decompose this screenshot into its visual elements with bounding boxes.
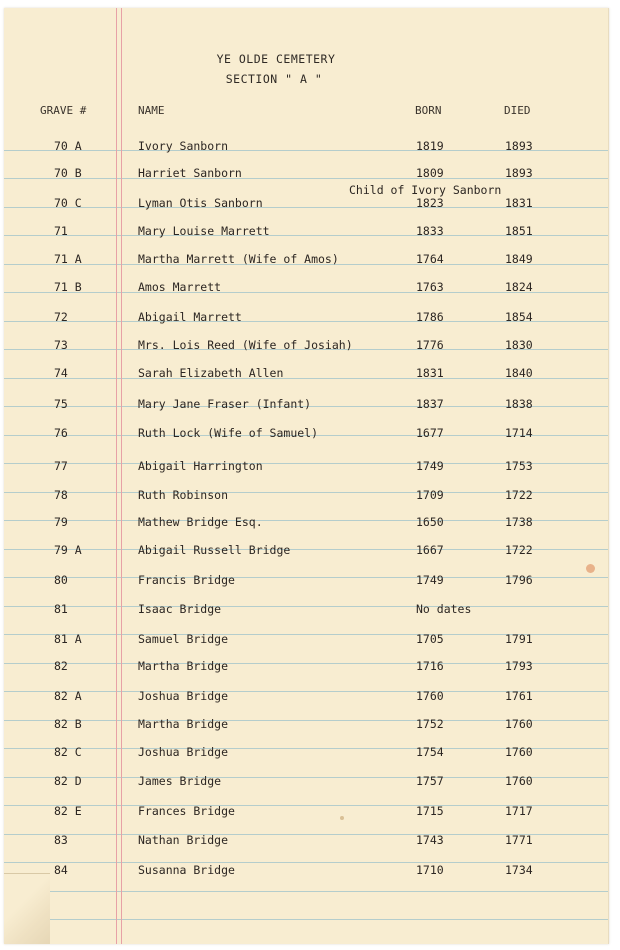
table-row xyxy=(4,488,608,508)
birth-year: 1705 xyxy=(416,632,444,646)
death-year: 1722 xyxy=(505,488,533,502)
interred-name: Susanna Bridge xyxy=(138,863,235,877)
table-row xyxy=(4,774,608,794)
death-year: 1854 xyxy=(505,310,533,324)
table-row xyxy=(4,632,608,652)
death-year: 1893 xyxy=(505,139,533,153)
interred-name: Abigail Marrett xyxy=(138,310,242,324)
grave-number: 72 xyxy=(54,310,68,324)
table-row xyxy=(4,745,608,765)
birth-year: 1754 xyxy=(416,745,444,759)
table-row xyxy=(4,459,608,479)
table-row xyxy=(4,252,608,272)
table-row xyxy=(4,224,608,244)
grave-number: 82 E xyxy=(54,804,82,818)
grave-number: 82 xyxy=(54,659,68,673)
grave-number: 84 xyxy=(54,863,68,877)
death-year: 1722 xyxy=(505,543,533,557)
birth-year: 1743 xyxy=(416,833,444,847)
grave-number: 82 D xyxy=(54,774,82,788)
grave-number: 71 B xyxy=(54,280,82,294)
table-row xyxy=(4,310,608,330)
birth-year: 1710 xyxy=(416,863,444,877)
interred-name: Ruth Lock (Wife of Samuel) xyxy=(138,426,319,440)
grave-number: 83 xyxy=(54,833,68,847)
birth-year: 1833 xyxy=(416,224,444,238)
birth-year: 1837 xyxy=(416,397,444,411)
grave-number: 82 B xyxy=(54,717,82,731)
birth-year: 1823 xyxy=(416,196,444,210)
table-row xyxy=(4,659,608,679)
birth-year: 1709 xyxy=(416,488,444,502)
table-row xyxy=(4,573,608,593)
header-born: BORN xyxy=(415,104,442,117)
death-year: 1753 xyxy=(505,459,533,473)
birth-year: 1749 xyxy=(416,459,444,473)
death-year: 1831 xyxy=(505,196,533,210)
birth-year: 1760 xyxy=(416,689,444,703)
header-died: DIED xyxy=(504,104,531,117)
grave-number: 76 xyxy=(54,426,68,440)
grave-number: 75 xyxy=(54,397,68,411)
death-year: 1840 xyxy=(505,366,533,380)
interred-name: Joshua Bridge xyxy=(138,689,229,703)
birth-year: 1749 xyxy=(416,573,444,587)
worn-corner xyxy=(4,873,50,944)
birth-year: 1716 xyxy=(416,659,444,673)
interred-name: Mary Jane Fraser (Infant) xyxy=(138,397,312,411)
birth-year: 1677 xyxy=(416,426,444,440)
document-title: YE OLDE CEMETERY xyxy=(216,52,336,66)
death-year: 1793 xyxy=(505,659,533,673)
interred-name: Ruth Robinson xyxy=(138,488,229,502)
document-subtitle: SECTION " A " xyxy=(225,72,323,86)
grave-number: 80 xyxy=(54,573,68,587)
death-year: 1734 xyxy=(505,863,533,877)
table-row xyxy=(4,338,608,358)
table-row xyxy=(4,426,608,446)
interred-name: Martha Bridge xyxy=(138,659,229,673)
paper-stain xyxy=(586,564,595,573)
interred-name: Mary Louise Marrett xyxy=(138,224,270,238)
death-year: 1796 xyxy=(505,573,533,587)
header-grave: GRAVE # xyxy=(40,104,87,117)
table-row xyxy=(4,280,608,300)
death-year: 1760 xyxy=(505,745,533,759)
birth-year: 1809 xyxy=(416,166,444,180)
birth-year: 1757 xyxy=(416,774,444,788)
table-row xyxy=(4,717,608,737)
grave-number: 70 C xyxy=(54,196,82,210)
table-row xyxy=(4,863,608,883)
table-row xyxy=(4,833,608,853)
grave-number: 70 A xyxy=(54,139,82,153)
table-row xyxy=(4,397,608,417)
grave-number: 78 xyxy=(54,488,68,502)
annotation-note: Child of Ivory Sanborn xyxy=(349,183,502,197)
death-year: 1849 xyxy=(505,252,533,266)
ruled-line xyxy=(4,919,608,920)
death-year: 1830 xyxy=(505,338,533,352)
death-year: 1824 xyxy=(505,280,533,294)
birth-year: 1763 xyxy=(416,280,444,294)
birth-year: 1715 xyxy=(416,804,444,818)
grave-number: 70 B xyxy=(54,166,82,180)
death-year: 1760 xyxy=(505,774,533,788)
interred-name: Joshua Bridge xyxy=(138,745,229,759)
interred-name: Harriet Sanborn xyxy=(138,166,242,180)
birth-year: 1786 xyxy=(416,310,444,324)
table-row xyxy=(4,602,608,622)
table-row xyxy=(4,196,608,216)
interred-name: Mrs. Lois Reed (Wife of Josiah) xyxy=(138,338,353,352)
paper-speck xyxy=(340,816,344,820)
table-row xyxy=(4,543,608,563)
grave-number: 79 xyxy=(54,515,68,529)
grave-number: 82 C xyxy=(54,745,82,759)
death-year: 1893 xyxy=(505,166,533,180)
death-year: 1771 xyxy=(505,833,533,847)
birth-year: 1752 xyxy=(416,717,444,731)
birth-year: 1776 xyxy=(416,338,444,352)
birth-year: 1667 xyxy=(416,543,444,557)
interred-name: Abigail Harrington xyxy=(138,459,263,473)
table-row xyxy=(4,139,608,159)
birth-year: No dates xyxy=(416,602,472,616)
death-year: 1738 xyxy=(505,515,533,529)
birth-year: 1764 xyxy=(416,252,444,266)
interred-name: Frances Bridge xyxy=(138,804,235,818)
death-year: 1714 xyxy=(505,426,533,440)
ledger-page xyxy=(4,8,609,944)
birth-year: 1831 xyxy=(416,366,444,380)
table-row xyxy=(4,515,608,535)
interred-name: Martha Marrett (Wife of Amos) xyxy=(138,252,339,266)
grave-number: 74 xyxy=(54,366,68,380)
grave-number: 81 xyxy=(54,602,68,616)
table-row xyxy=(4,689,608,709)
grave-number: 77 xyxy=(54,459,68,473)
interred-name: Martha Bridge xyxy=(138,717,229,731)
death-year: 1760 xyxy=(505,717,533,731)
interred-name: Francis Bridge xyxy=(138,573,235,587)
grave-number: 79 A xyxy=(54,543,82,557)
interred-name: Mathew Bridge Esq. xyxy=(138,515,263,529)
interred-name: Ivory Sanborn xyxy=(138,139,229,153)
interred-name: Nathan Bridge xyxy=(138,833,229,847)
interred-name: Lyman Otis Sanborn xyxy=(138,196,263,210)
grave-number: 71 A xyxy=(54,252,82,266)
interred-name: Abigail Russell Bridge xyxy=(138,543,291,557)
table-row xyxy=(4,166,608,186)
interred-name: Samuel Bridge xyxy=(138,632,229,646)
grave-number: 71 xyxy=(54,224,68,238)
death-year: 1838 xyxy=(505,397,533,411)
table-row xyxy=(4,366,608,386)
interred-name: Sarah Elizabeth Allen xyxy=(138,366,284,380)
grave-number: 73 xyxy=(54,338,68,352)
interred-name: Amos Marrett xyxy=(138,280,222,294)
interred-name: James Bridge xyxy=(138,774,222,788)
death-year: 1717 xyxy=(505,804,533,818)
death-year: 1851 xyxy=(505,224,533,238)
grave-number: 82 A xyxy=(54,689,82,703)
interred-name: Isaac Bridge xyxy=(138,602,222,616)
header-name: NAME xyxy=(138,104,165,117)
ruled-line xyxy=(4,891,608,892)
birth-year: 1819 xyxy=(416,139,444,153)
death-year: 1791 xyxy=(505,632,533,646)
death-year: 1761 xyxy=(505,689,533,703)
birth-year: 1650 xyxy=(416,515,444,529)
table-row xyxy=(4,804,608,824)
grave-number: 81 A xyxy=(54,632,82,646)
